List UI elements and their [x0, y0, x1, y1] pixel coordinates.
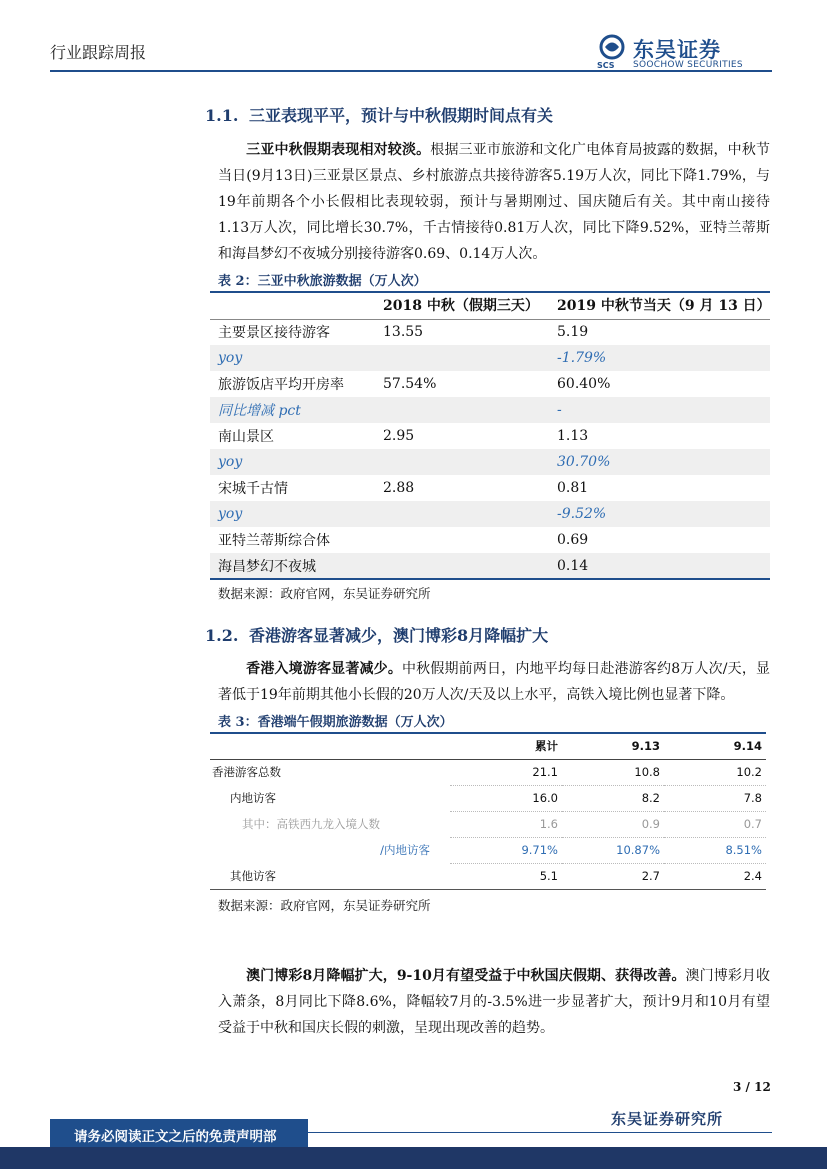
header-cell: 2018 中秋（假期三天）: [375, 292, 549, 319]
table-row: [210, 785, 766, 811]
cell-2018: [375, 345, 549, 371]
cell-2019: 1.13: [557, 428, 589, 444]
row-label: 内地访客: [230, 791, 276, 805]
report-type-label: 行业跟踪周报: [50, 43, 147, 62]
section-title: 三亚表现平平，预计与中秋假期时间点有关: [249, 106, 554, 125]
cell-914: 8.51%: [664, 837, 766, 863]
cell-2018: [375, 449, 549, 475]
row-label: 亚特兰蒂斯综合体: [218, 533, 330, 549]
table-row: [210, 371, 770, 397]
header-rule: [50, 70, 772, 72]
row-label: yoy: [210, 501, 375, 527]
table-row: [210, 759, 766, 785]
cell-2019: -1.79%: [549, 345, 770, 371]
cell-2019: 60.40%: [557, 376, 611, 392]
table-row: [210, 345, 770, 371]
cell-913: 10.87%: [562, 837, 664, 863]
header-cell: [210, 292, 375, 319]
table-2-bottom-rule: [210, 578, 770, 580]
cell-2019: 0.14: [549, 553, 770, 579]
header-cell: 累计: [450, 733, 562, 759]
logo-en-name: SOOCHOW SECURITIES: [633, 60, 743, 70]
row-label: 香港游客总数: [212, 765, 281, 780]
logo-mark-icon: [597, 34, 627, 64]
row-label: yoy: [210, 345, 375, 371]
cell-2018: [375, 501, 549, 527]
table-row: [210, 319, 770, 345]
cell-2019: 30.70%: [549, 449, 770, 475]
header-cell: 9.13: [562, 733, 664, 759]
section-number: 1.2.: [205, 626, 239, 645]
cell-2019: -: [549, 397, 770, 423]
table-row: [210, 527, 770, 553]
table-row: [210, 397, 770, 423]
logo-abbr: SCS: [597, 61, 615, 70]
cell-914: 7.8: [664, 785, 766, 811]
table-row: [210, 423, 770, 449]
cell-2019: 0.69: [557, 532, 589, 548]
row-label: 宋城千古情: [218, 481, 288, 497]
table-3-bottom-rule: [210, 889, 766, 890]
logo-cn-name: 东吴证券: [633, 38, 721, 62]
section-1-2-paragraph: [218, 656, 770, 708]
table-row: [210, 837, 766, 863]
table-row: [210, 863, 766, 889]
section-1-1-paragraph: [218, 137, 770, 267]
cell-2019: -9.52%: [549, 501, 770, 527]
cell-913: 10.8: [562, 759, 664, 785]
table-row: [210, 449, 770, 475]
row-label: /内地访客: [380, 843, 430, 857]
cell-914: 0.7: [664, 811, 766, 837]
table-row: [210, 501, 770, 527]
row-label: 主要景区接待游客: [218, 325, 330, 342]
cell-914: 2.4: [743, 869, 762, 884]
cell-2018: [375, 527, 549, 553]
cell-total: 9.71%: [450, 837, 562, 863]
header-cell: 2019 中秋节当天（9 月 13 日）: [549, 292, 770, 319]
table-row: [210, 475, 770, 501]
paragraph-lead: 香港入境游客显著减少。: [246, 661, 403, 677]
footer-organization: 东吴证券研究所: [611, 1110, 724, 1128]
cell-2019: 5.19: [557, 324, 589, 341]
page-number: 3 / 12: [733, 1080, 771, 1094]
section-number: 1.1.: [205, 106, 239, 125]
table-3-caption: 表 3：香港端午假期旅游数据（万人次）: [218, 715, 453, 730]
header-cell: 9.14: [664, 733, 766, 759]
table-2-caption: 表 2：三亚中秋旅游数据（万人次）: [218, 274, 427, 289]
table-3-source: 数据来源：政府官网，东吴证券研究所: [218, 898, 431, 913]
section-heading-1-1: [205, 103, 553, 126]
section-heading-1-2: [205, 623, 548, 646]
table-header-row: [210, 292, 770, 319]
company-logo: [597, 34, 777, 72]
paragraph-body: 中秋假期前两日，内地平均每日赴港游客约8万人次/天，显著低于19年前期其他小长假的20万人次/天及以上水平，高铁入境比例也显著下降。: [218, 661, 771, 703]
table-row: [210, 553, 770, 579]
cell-2018: [375, 553, 549, 579]
table-3: [210, 733, 766, 889]
cell-total: 1.6: [450, 811, 562, 837]
row-label: 南山景区: [218, 429, 274, 445]
row-label: 旅游饭店平均开房率: [218, 377, 344, 393]
cell-914: 10.2: [664, 759, 766, 785]
table-header-row: [210, 733, 766, 759]
cell-2019: 0.81: [557, 480, 589, 496]
cell-913: 0.9: [562, 811, 664, 837]
row-label: 海昌梦幻不夜城: [210, 553, 375, 579]
cell-total: 5.1: [539, 869, 558, 884]
cell-2018: [375, 397, 549, 423]
paragraph-body: 澳门博彩月收入萧条，8月同比下降8.6%，降幅较7月的-3.5%进一步显著扩大，预计9月和10月有望受益于中秋和国庆长假的刺激，呈现出现改善的趋势。: [218, 968, 770, 1036]
cell-total: 16.0: [450, 785, 562, 811]
paragraph-body: 根据三亚市旅游和文化广电体育局披露的数据，中秋节当日(9月13日)三亚景区景点、乡村旅游点共接待游客5.19万人次，同比下降1.79%，与19年前期各个小长假相比表现较弱，预计与暑期刚过、国庆随后有关。其中南山接待1.13万人次，同比增长30.7%，千古情接待0.81万人次，同比下降9.52%，亚特兰蒂斯和海昌梦幻不夜城分别接待游客0.69、0.14万人次。: [218, 142, 771, 262]
cell-total: 21.1: [450, 759, 562, 785]
macau-paragraph: [218, 963, 770, 1041]
header-cell: [210, 733, 450, 759]
section-title: 香港游客显著减少，澳门博彩8月降幅扩大: [249, 626, 549, 645]
table-2-source: 数据来源：政府官网，东吴证券研究所: [218, 586, 431, 601]
row-label: 其中：高铁西九龙入境人数: [242, 817, 380, 831]
cell-2018: 13.55: [383, 324, 424, 341]
row-label: 其他访客: [230, 869, 276, 883]
cell-2018: 57.54%: [383, 376, 437, 392]
cell-913: 2.7: [641, 869, 660, 884]
footer-bar: [0, 1147, 827, 1169]
disclaimer-banner: 请务必阅读正文之后的免责声明部: [50, 1119, 308, 1147]
paragraph-lead: 三亚中秋假期表现相对较淡。: [246, 142, 431, 158]
cell-2018: 2.95: [383, 428, 415, 444]
cell-913: 8.2: [562, 785, 664, 811]
paragraph-lead: 澳门博彩8月降幅扩大，9-10月有望受益于中秋国庆假期、获得改善。: [246, 968, 686, 984]
table-2: [210, 292, 770, 579]
table-row: [210, 811, 766, 837]
row-label: 同比增减 pct: [210, 397, 375, 423]
row-label: yoy: [210, 449, 375, 475]
cell-2018: 2.88: [383, 480, 415, 496]
